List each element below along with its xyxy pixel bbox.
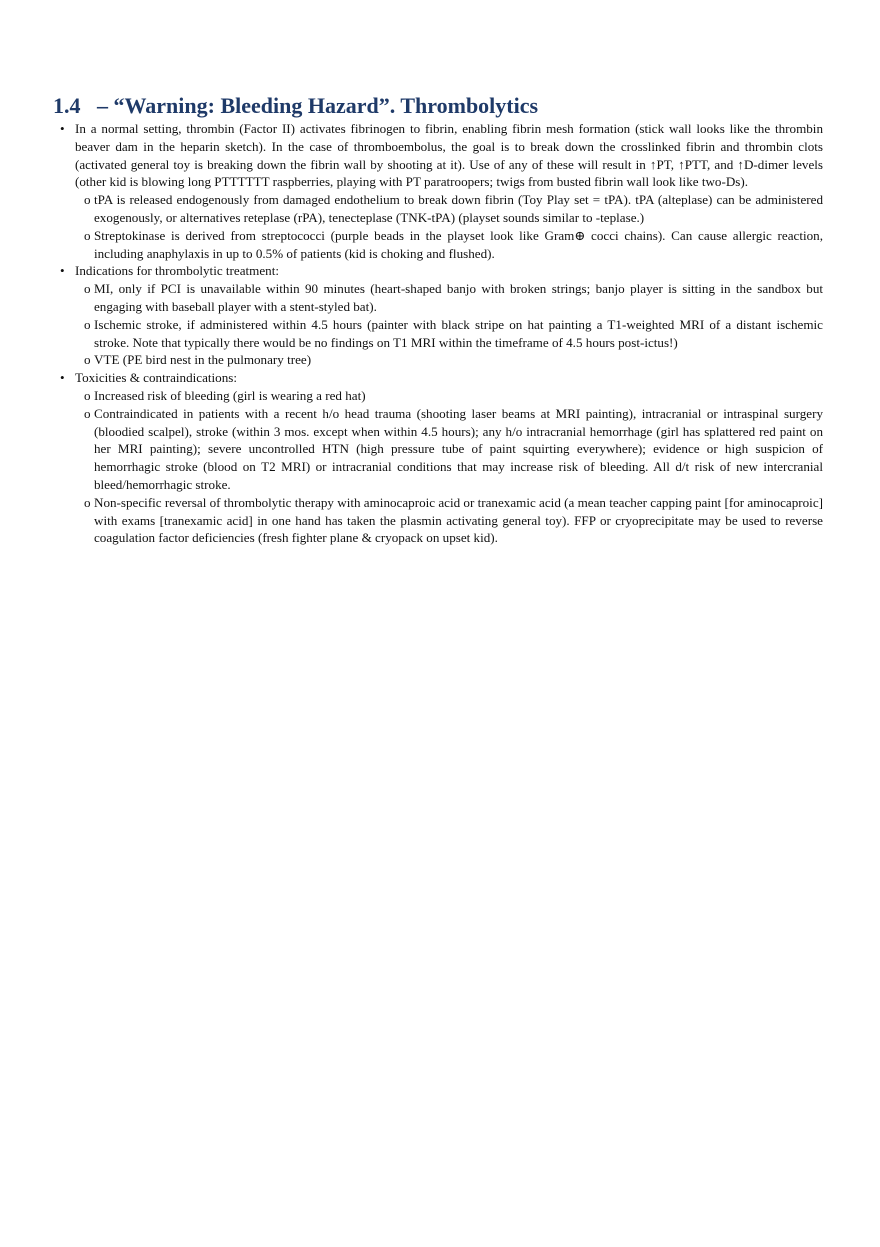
sub-bullet-bleeding-risk bbox=[60, 387, 823, 405]
sub-bullet-text: Contraindicated in patients with a recent h/o head trauma (shooting laser beams at MRI painting), intracranial or intraspinal surgery (bloodied scalpel), stroke (within 3 mos. except when within 4.5 hours); any h/o intracranial hemorrhage (girl has splattered red paint on her MRI painting); severe uncontrolled HTN (high pressure tube of paint squirting everywhere); evidence or high suspicion of hemorrhagic stroke (blood on T2 MRI) or intracranial conditions that may increase risk of bleeding. All d/t risk of new intercranial bleed/hemorrhagic stroke. bbox=[94, 405, 823, 492]
sub-bullet-marker: o bbox=[84, 281, 91, 297]
sub-bullet-marker: o bbox=[84, 352, 91, 368]
bullet-thrombin-mechanism bbox=[60, 120, 823, 191]
sub-bullet-text: MI, only if PCI is unavailable within 90 minutes (heart-shaped banjo with broken strings; banjo player is sitting in the sandbox but engaging with baseball player with a stent-styled bat). bbox=[94, 281, 823, 314]
bullet-indications bbox=[60, 262, 823, 280]
bullet-text: Indications for thrombolytic treatment: bbox=[75, 263, 279, 279]
sub-bullet-contraindications bbox=[60, 405, 823, 494]
bullet-marker: • bbox=[60, 121, 65, 136]
sub-bullet-text: Ischemic stroke, if administered within 4.5 hours (painter with black stripe on hat painting a T1-weighted MRI of a distant ischemic stroke. Note that typically there would be no findings on T1 MRI within the timeframe of 4.5 hours post-ictus!) bbox=[94, 316, 823, 350]
section-heading bbox=[53, 92, 853, 120]
sub-bullet-text: Streptokinase is derived from streptococci (purple beads in the playset look like Gram⊕ cocci chains). Can cause allergic reaction, including anaphylaxis in up to 0.5% of patients (kid is choking and flushed). bbox=[94, 227, 823, 261]
section-body bbox=[60, 120, 823, 547]
sub-bullet-marker: o bbox=[84, 405, 91, 421]
sub-bullet-reversal bbox=[60, 494, 823, 547]
bullet-toxicities bbox=[60, 369, 823, 387]
bullet-text: Toxicities & contraindications: bbox=[75, 370, 237, 386]
sub-bullet-marker: o bbox=[84, 192, 91, 208]
bullet-marker: • bbox=[60, 370, 65, 386]
sub-bullet-text: Increased risk of bleeding (girl is wearing a red hat) bbox=[94, 387, 366, 403]
sub-bullet-text: Non-specific reversal of thrombolytic therapy with aminocaproic acid or tranexamic acid (a mean teacher capping paint [for aminocaproic] with exams [tranexamic acid] in one hand has taken the plasmin activating general toy). FFP or cryoprecipitate may be used to reverse coagulation factor deficiencies (fresh fighter plane & cryopack on upset kid). bbox=[94, 494, 823, 546]
sub-bullet-streptokinase bbox=[60, 227, 823, 263]
sub-bullet-marker: o bbox=[84, 316, 91, 332]
sub-bullet-ischemic-stroke bbox=[60, 316, 823, 352]
bullet-marker: • bbox=[60, 263, 65, 279]
bullet-text: In a normal setting, thrombin (Factor II) activates fibrinogen to fibrin, enabling fibrin mesh formation (stick wall looks like the thrombin beaver dam in the heparin sketch). In the case of thromboembolus, the goal is to break down the crosslinked fibrin and thrombin clots (activated general toy is breaking down the fibrin wall by shooting at it). Use of any of these will result in ↑PT, ↑PTT, and ↑D-dimer levels (other kid is blowing long PTTTTTT raspberries, playing with PT paratroopers; twigs from busted fibrin wall look like two-Ds). bbox=[75, 121, 823, 190]
sub-bullet-mi bbox=[60, 280, 823, 316]
sub-bullet-text: tPA is released endogenously from damaged endothelium to break down fibrin (Toy Play set = tPA). tPA (alteplase) can be administered exogenously, or alternatives reteplase (rPA), tenecteplase (TNK-tPA) (playset sounds similar to -teplase.) bbox=[94, 192, 823, 225]
section-number: 1.4 bbox=[53, 93, 81, 118]
sub-bullet-tpa bbox=[60, 191, 823, 227]
sub-bullet-marker: o bbox=[84, 227, 91, 243]
sub-bullet-vte bbox=[60, 351, 823, 369]
sub-bullet-marker: o bbox=[84, 494, 91, 510]
sub-bullet-text: VTE (PE bird nest in the pulmonary tree) bbox=[94, 352, 312, 368]
section-title: – “Warning: Bleeding Hazard”. Thrombolytics bbox=[97, 93, 539, 118]
sub-bullet-marker: o bbox=[84, 387, 91, 403]
